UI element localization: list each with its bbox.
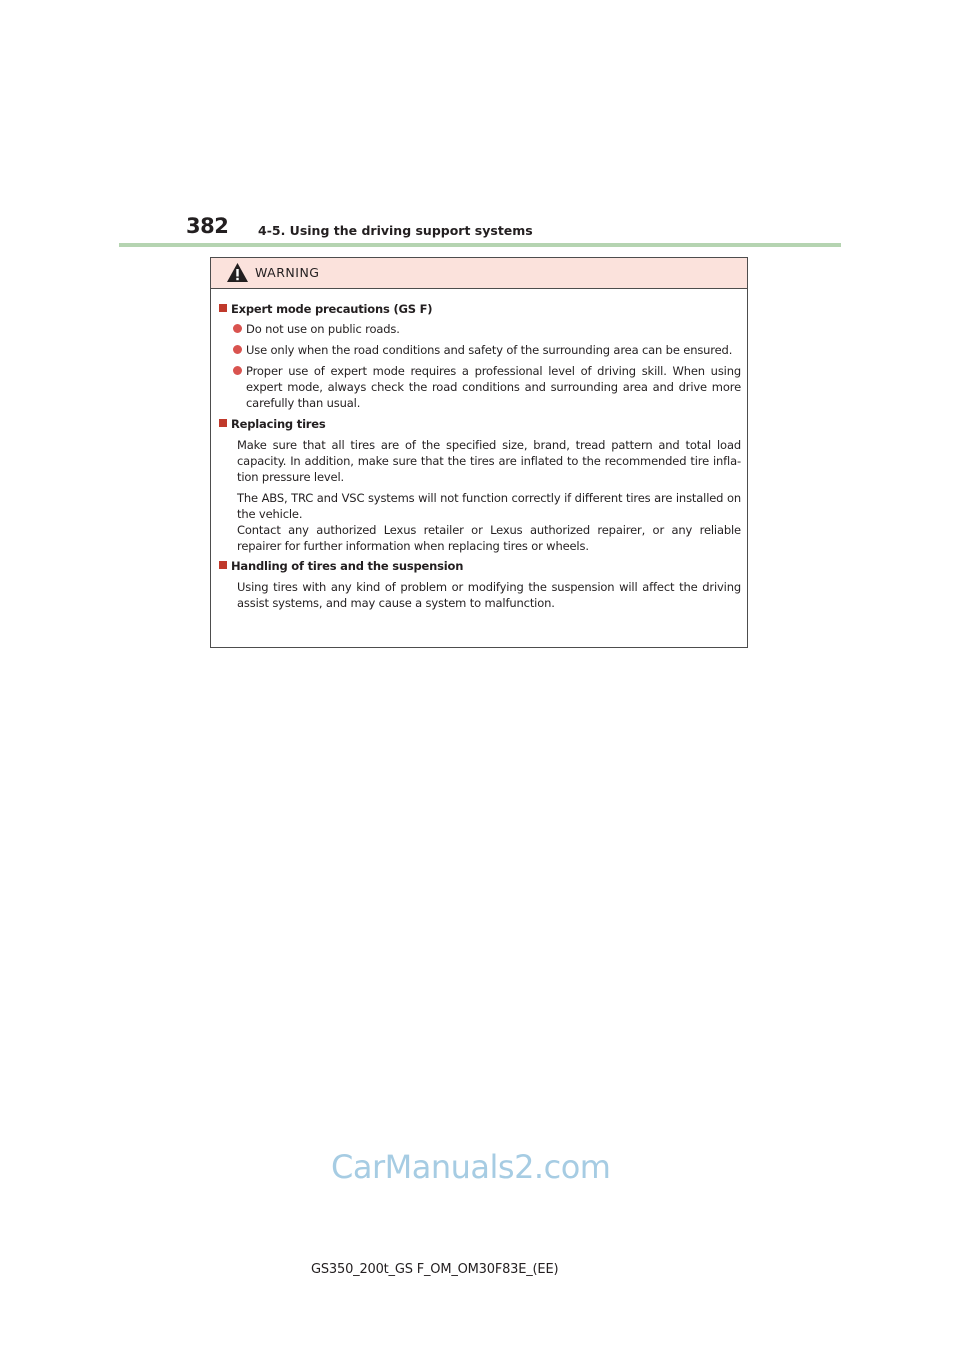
dot-bullet-icon	[233, 324, 242, 333]
entry-expert-mode	[219, 301, 741, 411]
entry-heading	[219, 558, 741, 574]
entry-heading-text: Replacing tires	[231, 417, 326, 431]
warning-body	[211, 289, 747, 611]
warning-triangle-icon	[226, 262, 249, 283]
page-number: 382	[186, 214, 229, 238]
square-bullet-icon	[219, 419, 227, 427]
header-rule	[119, 243, 841, 247]
paragraph: Make sure that all tires are of the specified size, brand, tread pattern and total load capacity. In addition, make sure that the tires are inflated to the recommended tire infla-tion pressure level.	[237, 438, 741, 484]
list-item	[233, 321, 741, 337]
list-item	[233, 363, 741, 411]
warning-header	[211, 258, 747, 289]
square-bullet-icon	[219, 304, 227, 312]
watermark: CarManuals2.com	[331, 1148, 611, 1186]
square-bullet-icon	[219, 561, 227, 569]
entry-heading-text: Handling of tires and the suspension	[231, 559, 464, 573]
warning-label: WARNING	[255, 265, 320, 280]
entry-heading	[219, 301, 741, 317]
dot-bullet-icon	[233, 366, 242, 375]
bullet-text: Proper use of expert mode requires a professional level of driving skill. When using expert mode, always check the road conditions and surrounding area and drive more carefully than usual.	[246, 364, 741, 410]
entry-heading-text: Expert mode precautions (GS F)	[231, 302, 433, 316]
paragraph: Contact any authorized Lexus retailer or Lexus authorized repairer, or any reliable repairer for further information when replacing tires or wheels.	[237, 523, 741, 553]
list-item	[233, 342, 741, 358]
bullet-text: Use only when the road conditions and safety of the surrounding area can be ensured.	[246, 343, 733, 357]
bullet-list	[219, 321, 741, 411]
bullet-text: Do not use on public roads.	[246, 322, 400, 336]
entry-replacing-tires	[219, 416, 741, 554]
entry-tires-suspension	[219, 558, 741, 611]
footer-code: GS350_200t_GS F_OM_OM30F83E_(EE)	[311, 1262, 559, 1277]
section-title: 4-5. Using the driving support systems	[258, 223, 533, 238]
warning-box	[210, 257, 748, 648]
dot-bullet-icon	[233, 345, 242, 354]
paragraph: Using tires with any kind of problem or modifying the suspension will affect the driving assist systems, and may cause a system to malfunction.	[237, 580, 741, 610]
paragraph: The ABS, TRC and VSC systems will not function correctly if different tires are installed on the vehicle.	[237, 491, 741, 521]
entry-heading	[219, 416, 741, 432]
